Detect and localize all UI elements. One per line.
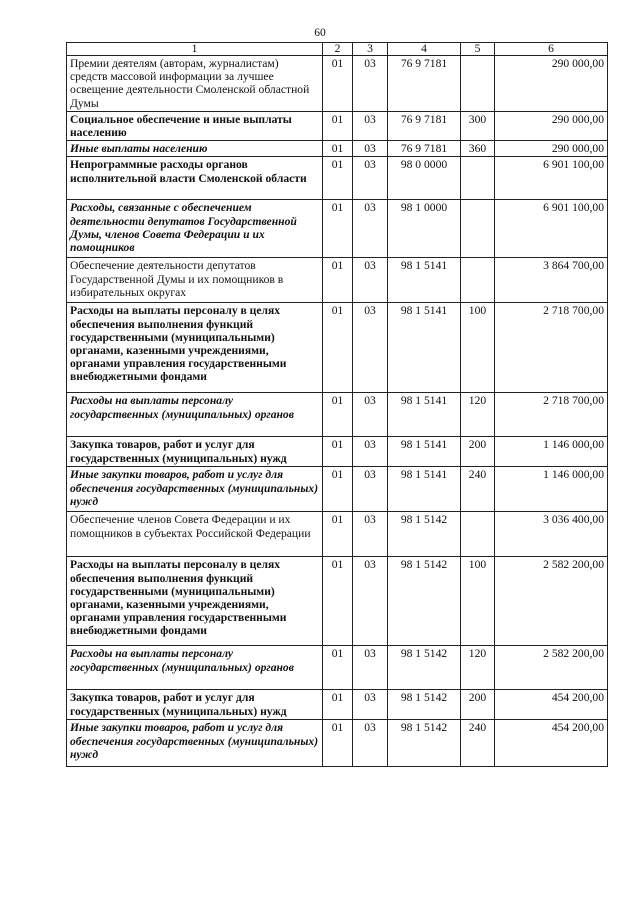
row-subsection: 03	[353, 258, 388, 303]
table-row	[67, 258, 608, 303]
row-amount: 2 718 700,00	[495, 393, 608, 437]
row-subsection: 03	[353, 467, 388, 512]
row-section: 01	[323, 646, 353, 690]
row-section: 01	[323, 467, 353, 512]
row-amount: 2 718 700,00	[495, 303, 608, 393]
row-subsection: 03	[353, 111, 388, 140]
table-row	[67, 56, 608, 112]
row-section: 01	[323, 303, 353, 393]
row-target-code: 98 1 5142	[388, 690, 461, 720]
table-row	[67, 393, 608, 437]
row-target-code: 76 9 7181	[388, 111, 461, 140]
budget-table	[66, 42, 608, 767]
row-target-code: 98 1 5141	[388, 393, 461, 437]
row-expense-type: 120	[461, 646, 495, 690]
table-row	[67, 111, 608, 140]
header-cell-2: 2	[323, 43, 353, 56]
row-subsection: 03	[353, 157, 388, 200]
row-name: Непрограммные расходы органов исполнительной власти Смоленской области	[67, 157, 323, 200]
row-target-code: 76 9 7181	[388, 56, 461, 112]
row-subsection: 03	[353, 56, 388, 112]
header-cell-1: 1	[67, 43, 323, 56]
row-expense-type: 300	[461, 111, 495, 140]
row-subsection: 03	[353, 512, 388, 557]
row-name: Расходы на выплаты персоналу государственных (муниципальных) органов	[67, 646, 323, 690]
row-name: Обеспечение деятельности депутатов Государственной Думы и их помощников в избирательных округах	[67, 258, 323, 303]
row-expense-type: 200	[461, 437, 495, 467]
row-amount: 290 000,00	[495, 141, 608, 157]
row-name: Расходы на выплаты персоналу в целях обеспечения выполнения функций государственными (муниципальными) органами, казенными учреждениями, органами управления государственными внебюджетными фондами	[67, 557, 323, 646]
row-expense-type	[461, 258, 495, 303]
row-section: 01	[323, 393, 353, 437]
header-cell-6: 6	[495, 43, 608, 56]
page-number: 60	[314, 27, 326, 39]
row-target-code: 98 1 5141	[388, 467, 461, 512]
table-row	[67, 690, 608, 720]
table-row	[67, 437, 608, 467]
header-row	[67, 43, 608, 56]
table-row	[67, 200, 608, 258]
row-name: Премии деятелям (авторам, журналистам) средств массовой информации за лучшее освещение деятельности Смоленской областной Думы	[67, 56, 323, 112]
row-subsection: 03	[353, 303, 388, 393]
row-section: 01	[323, 557, 353, 646]
row-target-code: 98 1 0000	[388, 200, 461, 258]
row-expense-type: 100	[461, 303, 495, 393]
table-row	[67, 720, 608, 767]
row-target-code: 98 1 5142	[388, 557, 461, 646]
row-target-code: 98 1 5142	[388, 512, 461, 557]
row-section: 01	[323, 111, 353, 140]
row-subsection: 03	[353, 437, 388, 467]
row-expense-type: 240	[461, 720, 495, 767]
table-row	[67, 467, 608, 512]
row-name: Иные закупки товаров, работ и услуг для обеспечения государственных (муниципальных) нужд	[67, 720, 323, 767]
row-amount: 2 582 200,00	[495, 557, 608, 646]
row-section: 01	[323, 157, 353, 200]
row-amount: 1 146 000,00	[495, 467, 608, 512]
row-expense-type: 120	[461, 393, 495, 437]
row-section: 01	[323, 720, 353, 767]
row-section: 01	[323, 512, 353, 557]
row-name: Расходы, связанные с обеспечением деятельности депутатов Государственной Думы, членов Совета Федерации и их помощников	[67, 200, 323, 258]
row-target-code: 76 9 7181	[388, 141, 461, 157]
row-target-code: 98 1 5141	[388, 437, 461, 467]
row-expense-type	[461, 200, 495, 258]
row-target-code: 98 1 5141	[388, 303, 461, 393]
table-row	[67, 303, 608, 393]
table-row	[67, 557, 608, 646]
header-cell-3: 3	[353, 43, 388, 56]
row-target-code: 98 0 0000	[388, 157, 461, 200]
row-target-code: 98 1 5141	[388, 258, 461, 303]
row-subsection: 03	[353, 200, 388, 258]
row-subsection: 03	[353, 690, 388, 720]
row-amount: 454 200,00	[495, 690, 608, 720]
row-subsection: 03	[353, 557, 388, 646]
row-expense-type: 200	[461, 690, 495, 720]
row-section: 01	[323, 141, 353, 157]
row-target-code: 98 1 5142	[388, 646, 461, 690]
row-section: 01	[323, 56, 353, 112]
row-subsection: 03	[353, 720, 388, 767]
row-name: Расходы на выплаты персоналу государственных (муниципальных) органов	[67, 393, 323, 437]
row-expense-type	[461, 512, 495, 557]
row-subsection: 03	[353, 393, 388, 437]
row-amount: 454 200,00	[495, 720, 608, 767]
row-amount: 6 901 100,00	[495, 200, 608, 258]
row-name: Закупка товаров, работ и услуг для государственных (муниципальных) нужд	[67, 437, 323, 467]
row-section: 01	[323, 437, 353, 467]
row-name: Закупка товаров, работ и услуг для государственных (муниципальных) нужд	[67, 690, 323, 720]
row-name: Иные выплаты населению	[67, 141, 323, 157]
row-section: 01	[323, 200, 353, 258]
header-cell-4: 4	[388, 43, 461, 56]
table-row	[67, 646, 608, 690]
row-expense-type	[461, 56, 495, 112]
row-expense-type: 240	[461, 467, 495, 512]
row-amount: 3 864 700,00	[495, 258, 608, 303]
row-subsection: 03	[353, 141, 388, 157]
table-row	[67, 512, 608, 557]
row-expense-type: 360	[461, 141, 495, 157]
row-section: 01	[323, 690, 353, 720]
row-name: Расходы на выплаты персоналу в целях обеспечения выполнения функций государственными (муниципальными) органами, казенными учреждениями, органами управления государственными внебюджетными фондами	[67, 303, 323, 393]
row-name: Иные закупки товаров, работ и услуг для обеспечения государственных (муниципальных) нужд	[67, 467, 323, 512]
row-amount: 2 582 200,00	[495, 646, 608, 690]
row-section: 01	[323, 258, 353, 303]
row-expense-type	[461, 157, 495, 200]
row-name: Социальное обеспечение и иные выплаты населению	[67, 111, 323, 140]
table-row	[67, 141, 608, 157]
row-amount: 290 000,00	[495, 56, 608, 112]
header-cell-5: 5	[461, 43, 495, 56]
table-row	[67, 157, 608, 200]
row-amount: 6 901 100,00	[495, 157, 608, 200]
row-amount: 1 146 000,00	[495, 437, 608, 467]
row-target-code: 98 1 5142	[388, 720, 461, 767]
row-amount: 290 000,00	[495, 111, 608, 140]
row-amount: 3 036 400,00	[495, 512, 608, 557]
row-expense-type: 100	[461, 557, 495, 646]
row-name: Обеспечение членов Совета Федерации и их помощников в субъектах Российской Федерации	[67, 512, 323, 557]
row-subsection: 03	[353, 646, 388, 690]
